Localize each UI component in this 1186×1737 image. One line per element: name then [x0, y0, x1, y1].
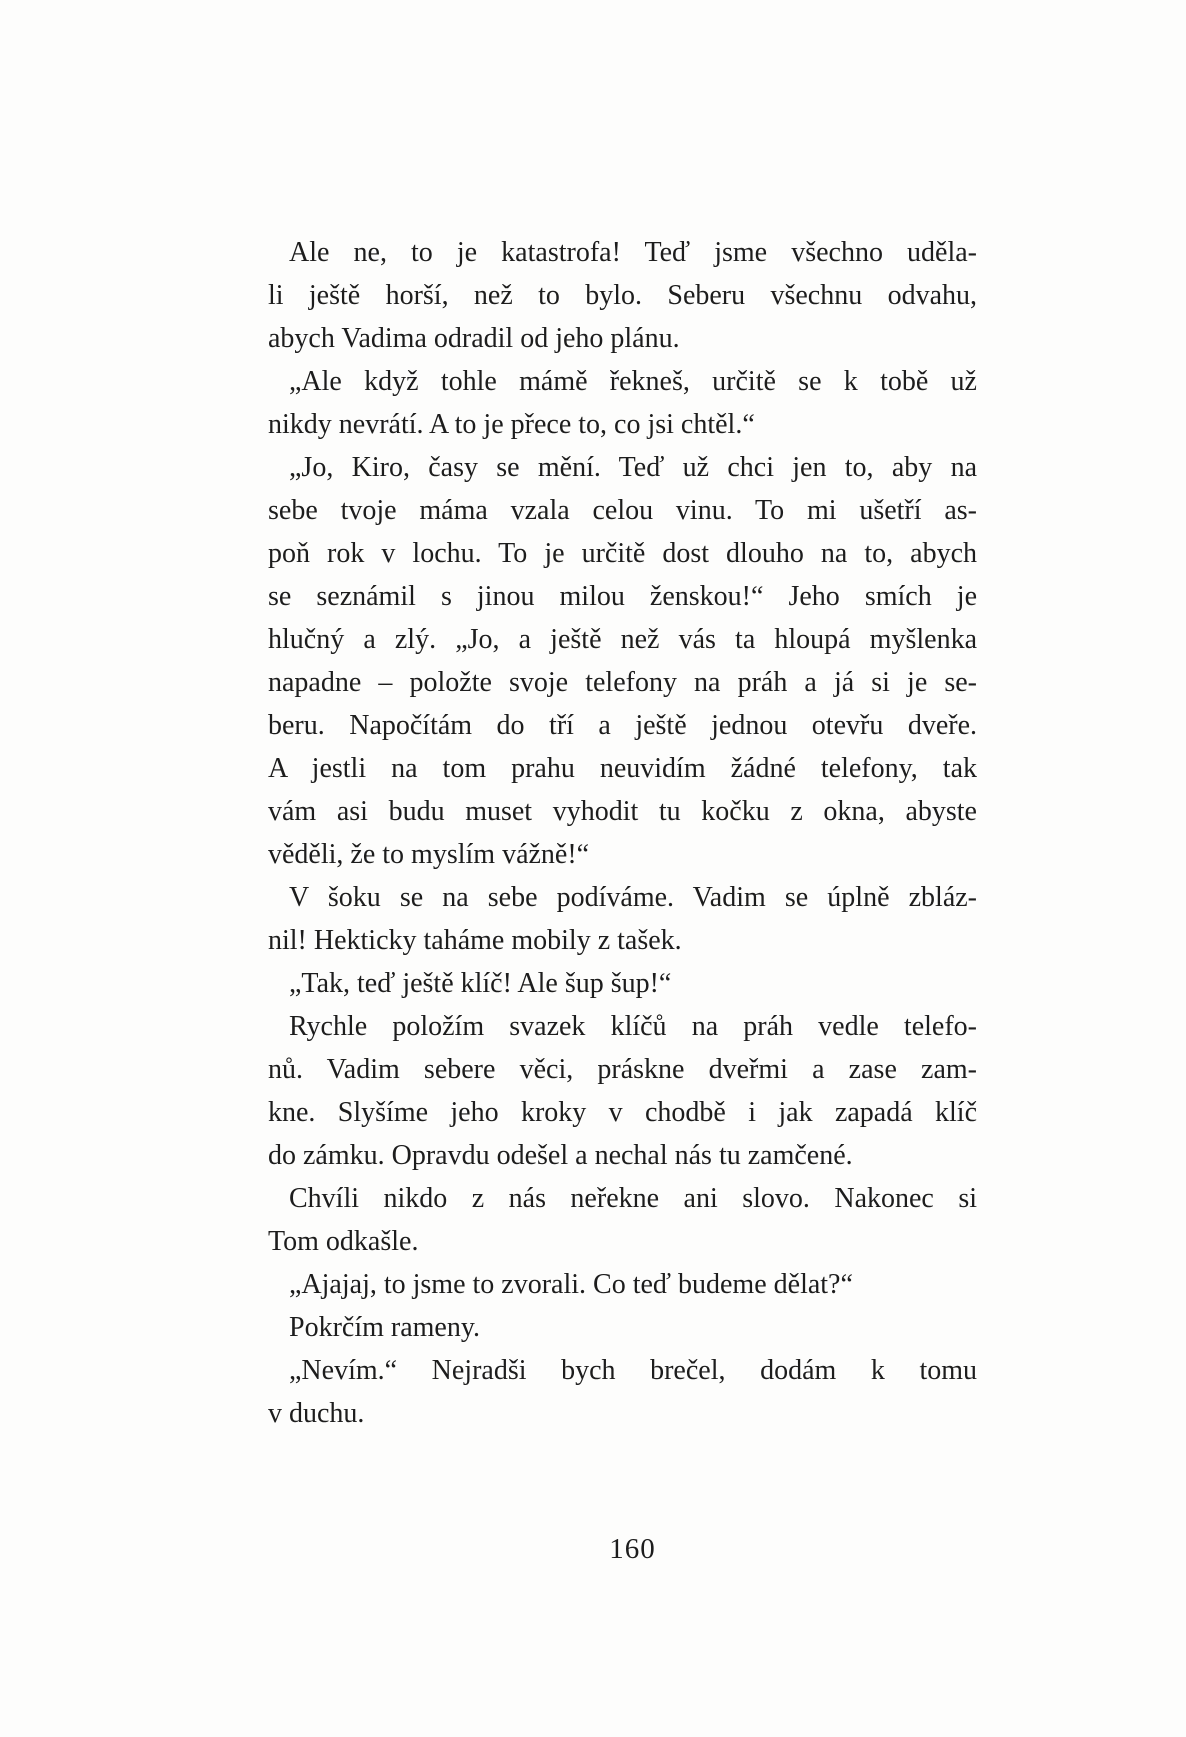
paragraph [268, 1005, 977, 1177]
paragraph [268, 1263, 977, 1306]
page-number: 160 [609, 1533, 656, 1565]
text-line: „Ale když tohle mámě řekneš, určitě se k tobě už [289, 366, 977, 397]
text-line: Chvíli nikdo z nás neřekne ani slovo. Nakonec si [289, 1183, 977, 1214]
paragraph [268, 962, 977, 1005]
text-line: V šoku se na sebe podíváme. Vadim se úplně zbláz- [289, 882, 977, 913]
text-line: „Nevím.“ Nejradši bych brečel, dodám k tomu [289, 1355, 977, 1386]
text-line: Rychle položím svazek klíčů na práh vedle telefo- [289, 1011, 977, 1042]
body-text [268, 231, 977, 1435]
paragraph [268, 446, 977, 876]
paragraph [268, 1306, 977, 1349]
text-line: Tom odkašle. [268, 1226, 419, 1257]
text-line: abych Vadima odradil od jeho plánu. [268, 323, 680, 354]
text-line: věděli, že to myslím vážně!“ [268, 839, 590, 870]
text-line: Pokrčím rameny. [289, 1312, 481, 1343]
text-line: v duchu. [268, 1398, 365, 1429]
text-line: „Tak, teď ještě klíč! Ale šup šup!“ [289, 968, 672, 999]
text-line: do zámku. Opravdu odešel a nechal nás tu zamčené. [268, 1140, 853, 1171]
text-line: „Jo, Kiro, časy se mění. Teď už chci jen to, aby na [289, 452, 977, 483]
paragraph [268, 231, 977, 360]
text-line: sebe tvoje máma vzala celou vinu. To mi ušetří as- [268, 495, 977, 526]
text-line: vám asi budu muset vyhodit tu kočku z okna, abyste [268, 796, 977, 827]
paragraph [268, 1349, 977, 1435]
text-line: se seznámil s jinou milou ženskou!“ Jeho smích je [268, 581, 977, 612]
paragraph [268, 1177, 977, 1263]
paragraph [268, 360, 977, 446]
text-line: nil! Hekticky taháme mobily z tašek. [268, 925, 682, 956]
text-line: nů. Vadim sebere věci, práskne dveřmi a zase zam- [268, 1054, 977, 1085]
text-line: „Ajajaj, to jsme to zvorali. Co teď budeme dělat?“ [289, 1269, 853, 1300]
text-line: napadne – položte svoje telefony na práh a já si je se- [268, 667, 977, 698]
text-line: kne. Slyšíme jeho kroky v chodbě i jak zapadá klíč [268, 1097, 977, 1128]
paragraph [268, 876, 977, 962]
text-line: hlučný a zlý. „Jo, a ještě než vás ta hloupá myšlenka [268, 624, 977, 655]
text-line: A jestli na tom prahu neuvidím žádné telefony, tak [268, 753, 977, 784]
text-line: nikdy nevrátí. A to je přece to, co jsi chtěl.“ [268, 409, 755, 440]
text-line: li ještě horší, než to bylo. Seberu všechnu odvahu, [268, 280, 977, 311]
text-line: Ale ne, to je katastrofa! Teď jsme všechno uděla- [289, 237, 977, 268]
text-line: poň rok v lochu. To je určitě dost dlouho na to, abych [268, 538, 977, 569]
text-line: beru. Napočítám do tří a ještě jednou otevřu dveře. [268, 710, 977, 741]
